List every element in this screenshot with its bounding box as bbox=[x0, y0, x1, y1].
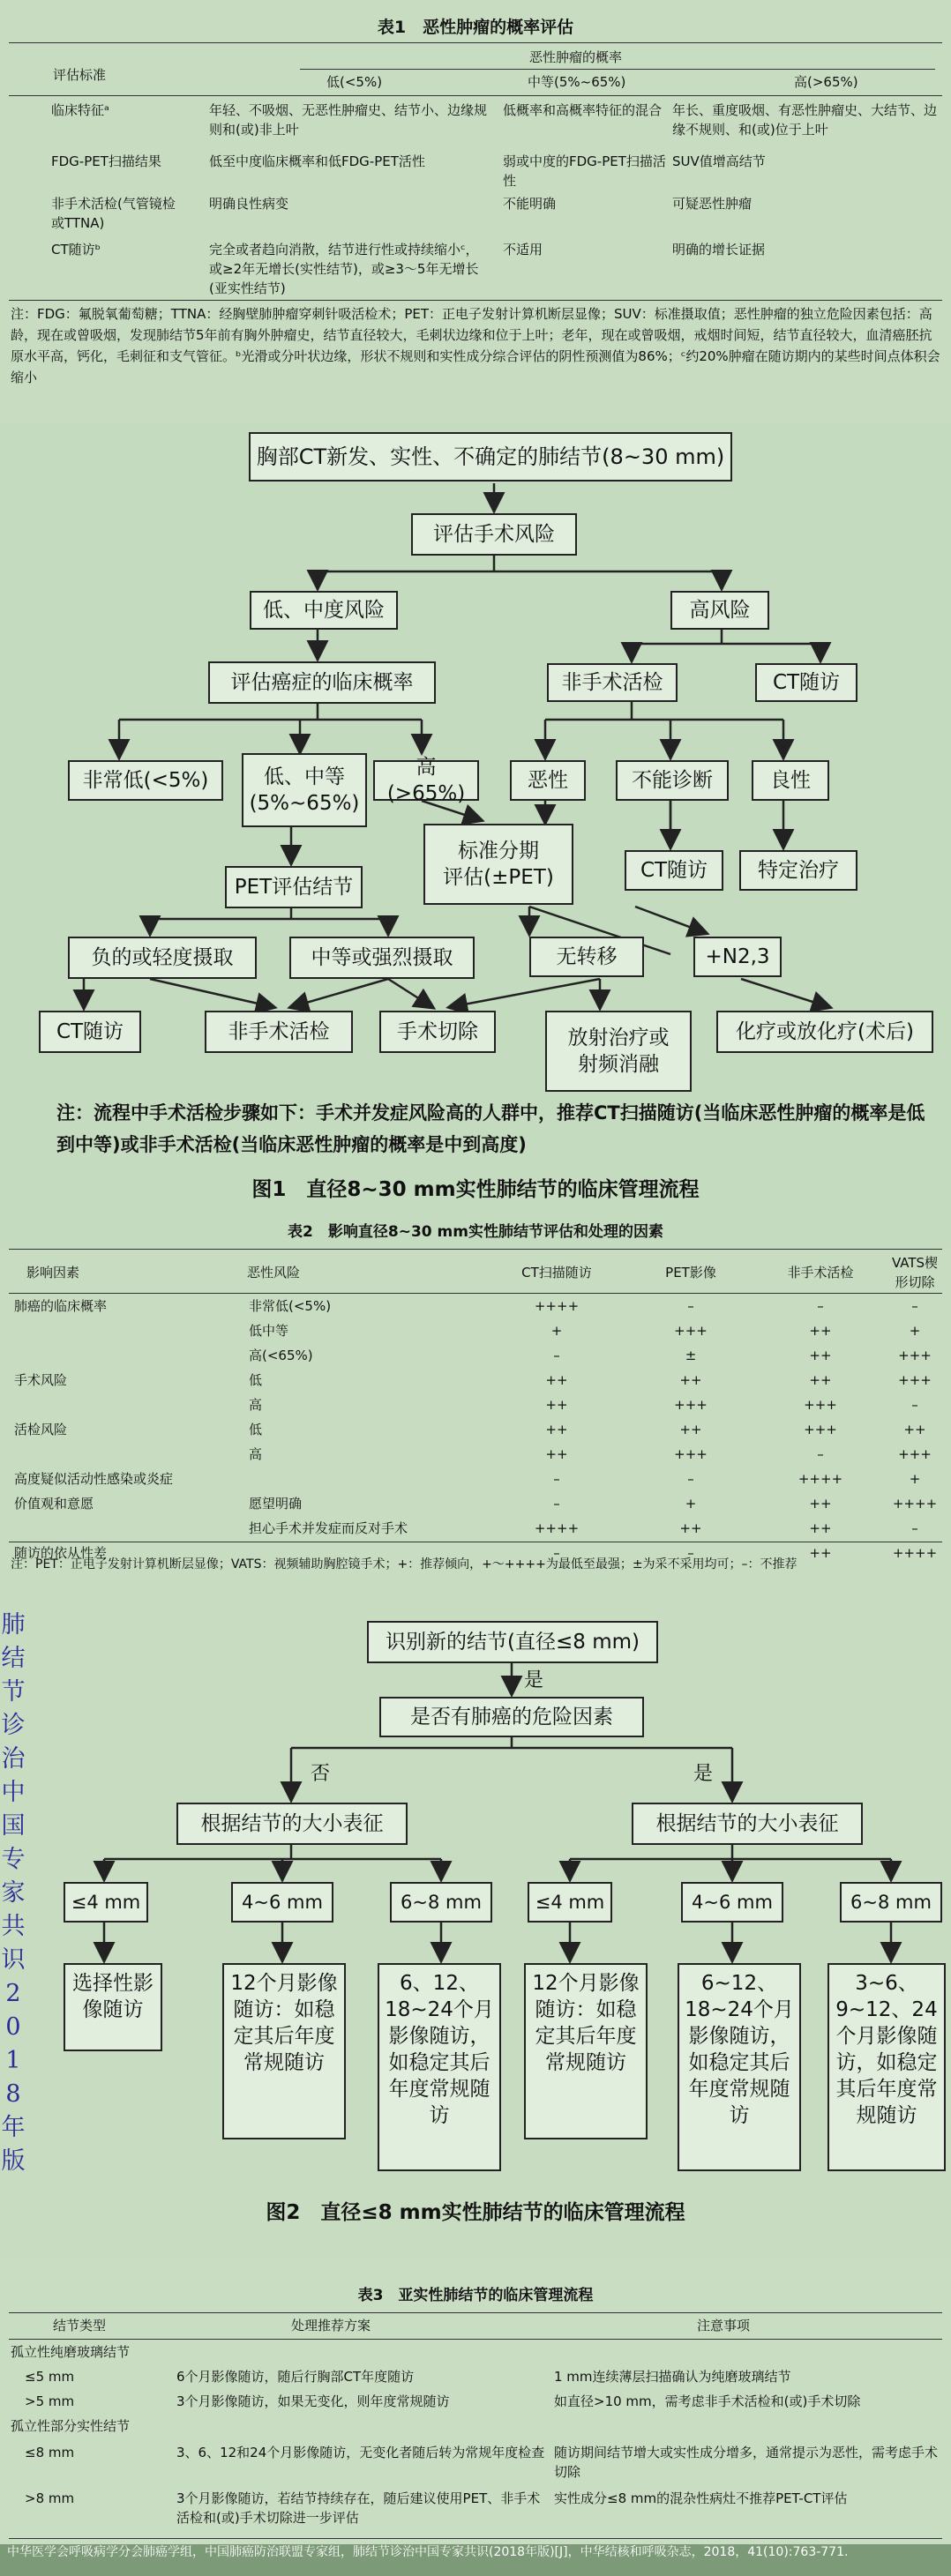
f2-no-label: 否 bbox=[311, 1763, 331, 1785]
t1-r1-mid: 弱或中度的FDG-PET扫描活性 bbox=[503, 153, 666, 189]
f1-ct1-node: CT随访 bbox=[755, 663, 857, 702]
f1-high-risk-node: 高风险 bbox=[670, 591, 769, 630]
t1-r0-c: 临床特征ᵃ bbox=[51, 102, 109, 118]
f1-ct3-node: CT随访 bbox=[39, 1011, 141, 1053]
t2-cell: – bbox=[553, 1471, 560, 1487]
t3-r3-type: 孤立性部分实性结节 bbox=[11, 2418, 131, 2434]
t2-cell: – bbox=[817, 1446, 824, 1462]
t2-cell: ++ bbox=[545, 1446, 568, 1462]
t2-cell: ++ bbox=[545, 1422, 568, 1437]
f1-mid-prob-node bbox=[242, 753, 367, 827]
t2-cell: – bbox=[553, 1545, 560, 1561]
t3-h2: 注意事项 bbox=[697, 2318, 751, 2333]
t2-h2: CT扫描随访 bbox=[521, 1265, 592, 1281]
t2-cell: 担心手术并发症而反对手术 bbox=[249, 1520, 408, 1536]
table2 bbox=[0, 1208, 951, 1605]
f2-size4: ≤4 mm bbox=[528, 1882, 612, 1923]
t2-cell: ++ bbox=[545, 1372, 568, 1388]
t3-r2-type: >5 mm bbox=[25, 2393, 75, 2409]
sidebar-char: 共 bbox=[1, 1913, 26, 1940]
t3-h0: 结节类型 bbox=[53, 2318, 107, 2333]
table2-title: 表2 影响直径8~30 mm实性肺结节评估和处理的因素 bbox=[288, 1223, 663, 1241]
t2-cell: 愿望明确 bbox=[249, 1496, 303, 1512]
f1-mid-prob-line1: 低、中等 bbox=[264, 765, 345, 788]
sidebar-char: 8 bbox=[5, 2080, 21, 2108]
table3 bbox=[0, 2258, 951, 2544]
f1-no-meta-node: 无转移 bbox=[529, 937, 644, 977]
t2-cell: – bbox=[817, 1298, 824, 1314]
table-row bbox=[9, 1343, 942, 1368]
t3-r1-note: 1 mm连续薄层扫描确认为纯磨玻璃结节 bbox=[554, 2369, 791, 2385]
t2-cell: ± bbox=[685, 1348, 697, 1363]
table-row bbox=[9, 1294, 942, 1319]
f2-decision4: 12个月影像随访：如稳定其后年度常规随访 bbox=[524, 1963, 648, 2139]
table1-note: 注：FDG：氟脱氧葡萄糖；TTNA：经胸壁肺肿瘤穿刺针吸活检术；PET：正电子发射计算机断层显像；SUV：标准摄取值；恶性肿瘤的独立危险因素包括：高龄，现在或曾吸烟，发现肺结节5年前有胸外肿瘤史，结节直径较大，毛刺状边缘和位于上叶；老年，现在或曾吸烟，戒烟时间短，结节直径较大，血清癌胚抗原水平高，钙化，毛刺征和支气管征。ᵇ光滑或分叶状边缘，形状不规则和实性成分综合评估的阴性预测值为86%；ᶜ约20%肿瘤在随访期内的某些时间点体积会缩小 bbox=[11, 306, 940, 385]
t3-r5-note: 实性成分≤8 mm的混杂性病灶不推荐PET-CT评估 bbox=[554, 2490, 848, 2506]
table3-title: 表3 亚实性肺结节的临床管理流程 bbox=[357, 2287, 594, 2304]
t2-cell: ++ bbox=[545, 1397, 568, 1413]
t2-cell: ++ bbox=[809, 1496, 832, 1512]
t2-cell: ++ bbox=[809, 1520, 832, 1536]
t1-r2-mid: 不能明确 bbox=[503, 196, 557, 212]
f1-caption: 图1 直径8~30 mm实性肺结节的临床管理流程 bbox=[251, 1178, 700, 1201]
t2-cell: 高 bbox=[249, 1397, 263, 1413]
f2-size5: 4~6 mm bbox=[681, 1882, 783, 1923]
t2-cell: 高度疑似活动性感染或炎症 bbox=[14, 1471, 174, 1487]
t2-cell: ++ bbox=[809, 1372, 832, 1388]
f1-n23-node: +N2,3 bbox=[693, 937, 782, 977]
sidebar-char: 家 bbox=[1, 1879, 26, 1907]
t2-cell: +++ bbox=[898, 1348, 932, 1363]
t2-cell bbox=[9, 1318, 212, 1343]
f2-size6: 6~8 mm bbox=[840, 1882, 942, 1923]
f2-caption: 图2 直径≤8 mm实性肺结节的临床管理流程 bbox=[266, 2201, 685, 2224]
f1-biopsy1-node: 非手术活检 bbox=[547, 663, 678, 702]
f1-benign-node: 良性 bbox=[752, 760, 829, 801]
t3-h1: 处理推荐方案 bbox=[291, 2318, 371, 2333]
t2-cell: ++ bbox=[679, 1520, 702, 1536]
t2-cell: 高(<65%) bbox=[249, 1348, 313, 1363]
t2-cell: 价值观和意愿 bbox=[14, 1496, 94, 1512]
f1-pet-node: PET评估结节 bbox=[225, 866, 363, 908]
f1-staging-node bbox=[423, 824, 573, 905]
t2-cell: 低中等 bbox=[249, 1323, 289, 1339]
table-row bbox=[9, 1318, 942, 1343]
t1-r0-high: 年长、重度吸烟、有恶性肿瘤史、大结节、边缘不规则、和(或)位于上叶 bbox=[672, 102, 938, 138]
table2-grid bbox=[9, 1252, 942, 1565]
t1-r1-c: FDG-PET扫描结果 bbox=[51, 153, 161, 169]
f2-risk-node: 是否有肺癌的危险因素 bbox=[379, 1697, 644, 1737]
t2-cell: ++++ bbox=[534, 1520, 580, 1536]
t2-cell: – bbox=[553, 1496, 560, 1512]
t3-r5-plan: 3个月影像随访，若结节持续存在，随后建议使用PET、非手术活检和(或)手术切除进一步评估 bbox=[176, 2490, 541, 2526]
t1-head-criteria: 评估标准 bbox=[53, 67, 107, 83]
f1-radio-line2: 射频消融 bbox=[578, 1053, 659, 1076]
t2-cell: ++++ bbox=[892, 1496, 938, 1512]
sidebar-char: 版 bbox=[1, 2147, 26, 2175]
t1-r2-high: 可疑恶性肿瘤 bbox=[672, 196, 753, 212]
f1-staging-line1: 标准分期 bbox=[458, 840, 539, 862]
t1-r3-mid: 不适用 bbox=[503, 242, 543, 258]
t2-cell: + bbox=[550, 1323, 563, 1339]
t2-cell: ++ bbox=[809, 1323, 832, 1339]
t2-cell bbox=[212, 1467, 485, 1491]
f2-size2: 4~6 mm bbox=[231, 1882, 333, 1923]
f1-treat-node: 特定治疗 bbox=[739, 850, 857, 891]
f2-top-node: 识别新的结节(直径≤8 mm) bbox=[367, 1621, 658, 1663]
f1-radio-line1: 放射治疗或 bbox=[567, 1027, 670, 1049]
table-row bbox=[9, 1442, 942, 1467]
f1-radio-node bbox=[545, 1011, 692, 1092]
t2-cell: +++ bbox=[804, 1422, 837, 1437]
t1-r3-c: CT随访ᵇ bbox=[51, 242, 101, 258]
t1-head-high: 高(>65%) bbox=[794, 74, 858, 90]
table-row bbox=[9, 1417, 942, 1442]
t2-cell: 非常低(<5%) bbox=[249, 1298, 332, 1314]
f1-very-low-node: 非常低(<5%) bbox=[68, 760, 223, 801]
t3-r4-plan: 3、6、12和24个月影像随访，无变化者随后转为常规年度检查 bbox=[176, 2445, 545, 2460]
t2-cell: 高 bbox=[249, 1446, 263, 1462]
f1-strong-uptake-node: 中等或强烈摄取 bbox=[289, 937, 475, 979]
sidebar-char: 2 bbox=[5, 1980, 21, 2007]
f2-yes-label-1: 是 bbox=[524, 1669, 544, 1691]
f1-ct2-node: CT随访 bbox=[625, 850, 723, 891]
sidebar-char: 国 bbox=[1, 1812, 26, 1840]
t2-cell: ++++ bbox=[797, 1471, 843, 1487]
sidebar-char: 0 bbox=[5, 2013, 21, 2041]
sidebar-char: 结 bbox=[1, 1645, 26, 1672]
t2-cell: +++ bbox=[674, 1446, 708, 1462]
t2-cell: + bbox=[685, 1496, 697, 1512]
f1-staging-line2: 评估(±PET) bbox=[443, 866, 554, 889]
t2-cell: 低 bbox=[249, 1372, 263, 1388]
t3-r4-note: 随访期间结节增大或实性成分增多，通常提示为恶性，需考虑手术切除 bbox=[554, 2445, 939, 2480]
f2-size3: 6~8 mm bbox=[390, 1882, 492, 1923]
f2-decision3: 6、12、18~24个月影像随访，如稳定其后年度常规随访 bbox=[378, 1963, 501, 2171]
f1-surgery-node: 手术切除 bbox=[379, 1011, 496, 1053]
t1-r2-c: 非手术活检(气管镜检或TTNA) bbox=[51, 196, 176, 231]
t2-cell: ++ bbox=[809, 1348, 832, 1363]
f2-decision1: 选择性影像随访 bbox=[64, 1963, 162, 2051]
t2-cell: – bbox=[911, 1520, 918, 1536]
t1-r2-low: 明确良性病变 bbox=[209, 196, 289, 212]
t1-r3-high: 明确的增长证据 bbox=[672, 242, 766, 258]
sidebar-char: 治 bbox=[1, 1745, 26, 1773]
t2-cell: – bbox=[911, 1298, 918, 1314]
t2-cell: – bbox=[687, 1471, 694, 1487]
t2-cell: ++ bbox=[903, 1422, 926, 1437]
t2-cell: +++ bbox=[804, 1397, 837, 1413]
t3-r1-plan: 6个月影像随访，随后行胸部CT年度随访 bbox=[176, 2369, 415, 2385]
f1-high-prob-node: 高(>65%) bbox=[373, 760, 479, 801]
citation-footer: 中华医学会呼吸病学分会肺癌学组，中国肺癌防治联盟专家组，肺结节诊治中国专家共识(2018年版)[J]，中华结核和呼吸杂志，2018，41(10):763-771. bbox=[0, 2544, 951, 2576]
table-row bbox=[9, 1467, 942, 1491]
table-row bbox=[9, 1368, 942, 1393]
f1-risk-node: 评估手术风险 bbox=[411, 513, 577, 556]
table-row bbox=[9, 1516, 942, 1541]
f2-decision6: 3~6、9~12、24个月影像随访，如稳定其后年度常规随访 bbox=[827, 1963, 946, 2171]
sidebar-char: 1 bbox=[5, 2047, 21, 2074]
t2-cell: 手术风险 bbox=[14, 1372, 68, 1388]
f2-size-right-node: 根据结节的大小表征 bbox=[632, 1803, 863, 1845]
t2-cell: – bbox=[553, 1348, 560, 1363]
table-row bbox=[9, 1491, 942, 1516]
t1-head-group: 恶性肿瘤的概率 bbox=[529, 49, 623, 65]
f1-nodiag-node: 不能诊断 bbox=[616, 760, 729, 801]
t2-cell: ++++ bbox=[892, 1545, 938, 1561]
t2-cell: ++ bbox=[679, 1422, 702, 1437]
sidebar-char: 年 bbox=[1, 2114, 26, 2141]
f1-mid-prob-line2: (5%~65%) bbox=[249, 792, 360, 815]
t3-r5-type: >8 mm bbox=[25, 2490, 75, 2506]
t2-cell bbox=[9, 1516, 212, 1541]
t1-r0-low: 年轻、不吸烟、无恶性肿瘤史、结节小、边缘规则和(或)非上叶 bbox=[209, 102, 488, 138]
t2-cell: ++ bbox=[679, 1372, 702, 1388]
f1-note: 注：流程中手术活检步骤如下：手术并发症风险高的人群中，推荐CT扫描随访(当临床恶性肿瘤的概率是低到中等)或非手术活检(当临床恶性肿瘤的概率是中到高度) bbox=[56, 1102, 925, 1155]
sidebar-char: 识 bbox=[1, 1946, 26, 1974]
sidebar-char: 节 bbox=[1, 1678, 26, 1706]
t3-r2-plan: 3个月影像随访，如果无变化，则年度常规随访 bbox=[176, 2393, 450, 2409]
figure2 bbox=[0, 1614, 951, 2266]
t2-cell: +++ bbox=[898, 1372, 932, 1388]
t2-cell bbox=[9, 1343, 212, 1368]
t2-cell: +++ bbox=[674, 1323, 708, 1339]
f1-chemo-node: 化疗或放化疗(术后) bbox=[716, 1011, 933, 1053]
f2-size1: ≤4 mm bbox=[64, 1882, 148, 1923]
table-row bbox=[9, 1393, 942, 1417]
f1-biopsy2-node: 非手术活检 bbox=[205, 1011, 353, 1053]
f2-size-left-node: 根据结节的大小表征 bbox=[176, 1803, 408, 1845]
t2-h5: VATS楔形切除 bbox=[891, 1255, 939, 1290]
f1-clinical-prob-node: 评估癌症的临床概率 bbox=[208, 661, 436, 704]
sidebar-char: 专 bbox=[1, 1846, 26, 1873]
table1-title: 表1 恶性肿瘤的概率评估 bbox=[377, 18, 574, 37]
f1-malignant-node: 恶性 bbox=[510, 760, 586, 801]
figure1 bbox=[0, 423, 951, 1248]
table2-note: 注：PET：正电子发射计算机断层显像；VATS：视频辅助胸腔镜手术；+：推荐倾向，+～++++为最低至最强；±为采不采用均可；–：不推荐 bbox=[11, 1557, 797, 1572]
t2-cell: +++ bbox=[898, 1446, 932, 1462]
t2-cell: 低 bbox=[249, 1422, 263, 1437]
table1 bbox=[0, 0, 951, 423]
t2-h4: 非手术活检 bbox=[787, 1265, 854, 1281]
sidebar-char: 中 bbox=[1, 1779, 26, 1806]
t2-cell: – bbox=[911, 1397, 918, 1413]
t2-cell: 活检风险 bbox=[14, 1422, 68, 1437]
f2-decision5: 6~12、18~24个月影像随访，如稳定其后年度常规随访 bbox=[678, 1963, 801, 2171]
t1-r3-low: 完全或者趋向消散，结节进行性或持续缩小ᶜ，或≥2年无增长(实性结节)，或≥3～5年无增长(亚实性结节) bbox=[209, 242, 479, 296]
f1-lowmid-risk-node: 低、中度风险 bbox=[250, 591, 398, 630]
t2-cell bbox=[9, 1393, 212, 1417]
t2-cell bbox=[9, 1442, 212, 1467]
t2-h3: PET影像 bbox=[665, 1265, 716, 1281]
sidebar-char: 诊 bbox=[1, 1712, 26, 1739]
t3-r4-type: ≤8 mm bbox=[25, 2445, 75, 2460]
f2-decision2: 12个月影像随访：如稳定其后年度常规随访 bbox=[222, 1963, 346, 2139]
t2-cell: ++++ bbox=[534, 1298, 580, 1314]
t2-cell: +++ bbox=[674, 1397, 708, 1413]
f1-neg-uptake-node: 负的或轻度摄取 bbox=[68, 937, 257, 979]
t2-cell: 肺癌的临床概率 bbox=[14, 1298, 108, 1314]
f1-top-node: 胸部CT新发、实性、不确定的肺结节(8~30 mm) bbox=[249, 432, 732, 482]
sidebar-char: 肺 bbox=[1, 1611, 26, 1639]
t1-r1-low: 低至中度临床概率和低FDG-PET活性 bbox=[209, 153, 425, 169]
t1-head-mid: 中等(5%~65%) bbox=[528, 74, 626, 90]
t2-cell: 随访的依从性差 bbox=[14, 1545, 108, 1561]
t2-h0: 影响因素 bbox=[26, 1265, 80, 1281]
t2-cell: ++ bbox=[809, 1545, 832, 1561]
t2-cell: – bbox=[687, 1545, 694, 1561]
t2-cell: + bbox=[909, 1471, 921, 1487]
t3-r0-type: 孤立性纯磨玻璃结节 bbox=[11, 2344, 131, 2360]
t3-r1-type: ≤5 mm bbox=[25, 2369, 75, 2385]
t3-r2-note: 如直径>10 mm，需考虑非手术活检和(或)手术切除 bbox=[554, 2393, 861, 2409]
t1-r0-mid: 低概率和高概率特征的混合 bbox=[503, 102, 663, 118]
t2-h1: 恶性风险 bbox=[247, 1265, 301, 1281]
t1-head-low: 低(<5%) bbox=[326, 74, 383, 90]
t2-cell: – bbox=[687, 1298, 694, 1314]
f2-yes-label-2: 是 bbox=[693, 1763, 714, 1785]
t2-cell: + bbox=[909, 1323, 921, 1339]
t1-r1-high: SUV值增高结节 bbox=[672, 153, 766, 169]
